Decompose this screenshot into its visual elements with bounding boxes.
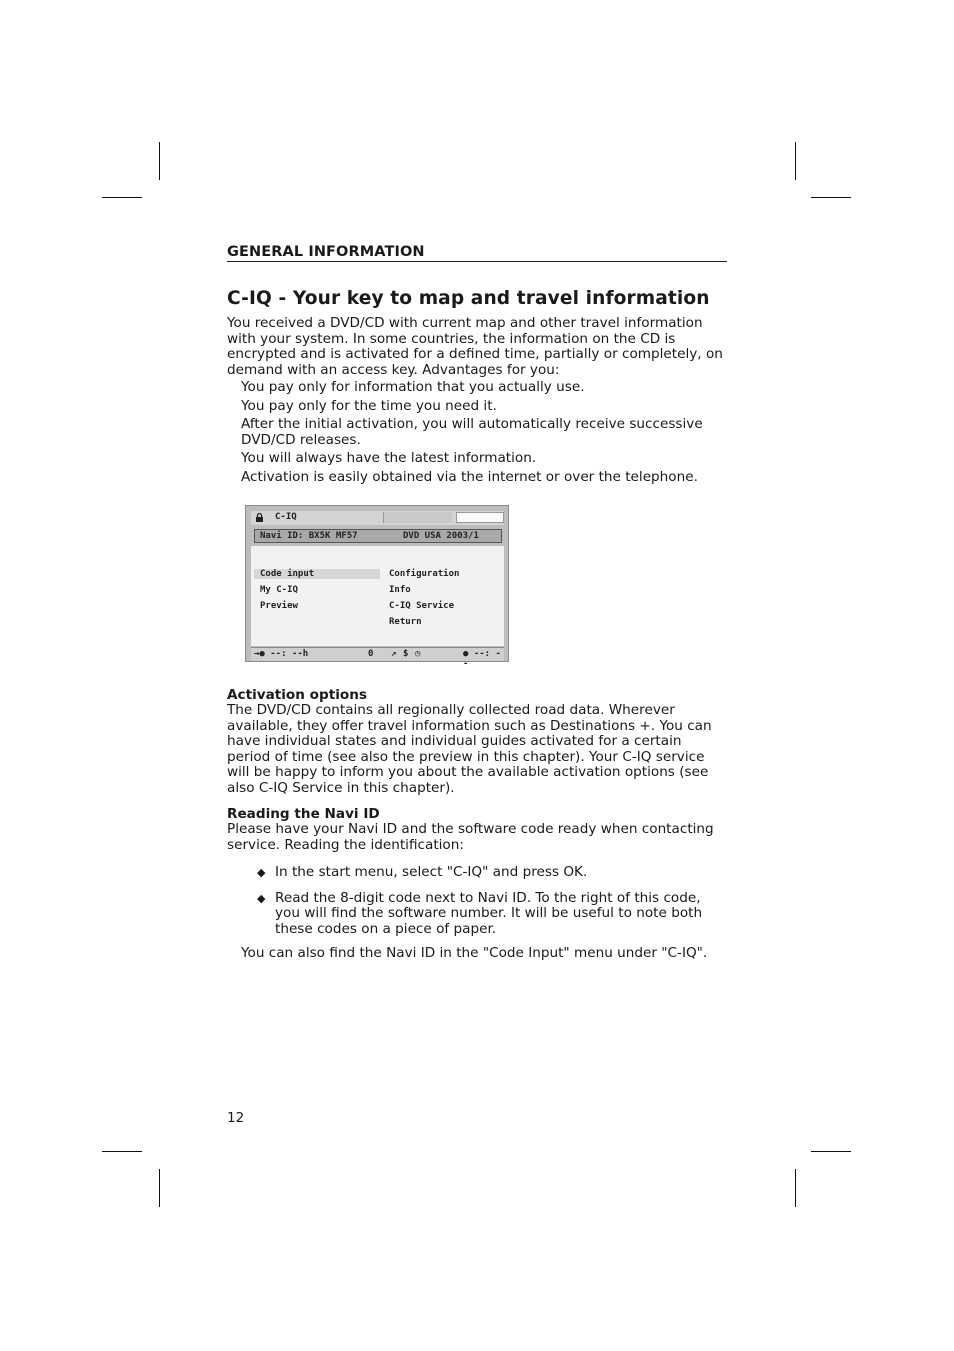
intro-paragraph: You received a DVD/CD with current map and other travel information with your system. In some countries, the information on the CD is encrypted and is activated for a defined time, partially or completely, on demand with an access key. Advantages for you: bbox=[227, 315, 723, 378]
menu-item-configuration: Configuration bbox=[389, 569, 460, 579]
cIQ-screen-image bbox=[245, 505, 509, 669]
status-remaining: ● --: -- bbox=[463, 649, 501, 669]
activation-heading: Activation options bbox=[227, 687, 368, 703]
step-text: Read the 8-digit code next to Navi ID. To the right of this code, you will find the software number. It will be useful to note both these codes on a piece of paper. bbox=[275, 889, 703, 937]
crop-mark bbox=[795, 1169, 796, 1207]
reading-text: Please have your Navi ID and the software code ready when contacting service. Reading the identification: bbox=[227, 821, 714, 853]
status-time: →● --: --h bbox=[254, 649, 309, 659]
advantage-item: You pay only for information that you actually use. bbox=[241, 379, 585, 395]
page-number: 12 bbox=[227, 1110, 245, 1126]
step-text: In the start menu, select "C-IQ" and press OK. bbox=[275, 864, 588, 880]
list-item bbox=[257, 891, 717, 938]
crop-mark bbox=[811, 1151, 851, 1152]
crop-mark bbox=[102, 1151, 142, 1152]
clock-icon: ◷ bbox=[415, 649, 421, 659]
menu-item-preview: Preview bbox=[260, 601, 298, 611]
crop-mark bbox=[811, 197, 851, 198]
page-title: C-IQ - Your key to map and travel information bbox=[227, 288, 710, 309]
main-content bbox=[227, 244, 727, 488]
menu-item-info: Info bbox=[389, 585, 411, 595]
crop-mark bbox=[159, 142, 160, 180]
disc-version-text: DVD USA 2003/1 bbox=[403, 531, 479, 541]
screen-title: C-IQ bbox=[275, 512, 297, 522]
crop-mark bbox=[795, 142, 796, 180]
note-text: You can also find the Navi ID in the "Code Input" menu under "C-IQ". bbox=[241, 945, 708, 961]
screen-title-bar bbox=[251, 511, 504, 525]
menu-item-code-input: Code input bbox=[254, 569, 380, 579]
advantages-list bbox=[241, 380, 727, 485]
section-header: GENERAL INFORMATION bbox=[227, 244, 727, 262]
title-field bbox=[456, 512, 504, 523]
diamond-bullet-icon: ◆ bbox=[257, 891, 266, 905]
title-field bbox=[383, 512, 452, 523]
crop-mark bbox=[102, 197, 142, 198]
menu-item-ciq-service: C-IQ Service bbox=[389, 601, 455, 611]
lock-icon bbox=[255, 513, 264, 522]
menu-item-my-ciq: My C-IQ bbox=[260, 585, 298, 595]
advantage-item: Activation is easily obtained via the internet or over the telephone. bbox=[241, 468, 698, 485]
status-count: 0 bbox=[368, 649, 374, 659]
note-section bbox=[241, 946, 731, 962]
activation-section bbox=[227, 687, 727, 796]
navi-id-text: Navi ID: BX5K MF57 bbox=[260, 531, 358, 541]
menu-item-return: Return bbox=[389, 617, 422, 627]
advantage-item: After the initial activation, you will automatically receive successive DVD/CD releases. bbox=[241, 416, 703, 448]
reading-section bbox=[227, 806, 727, 853]
steps-list bbox=[257, 865, 717, 947]
diamond-bullet-icon: ◆ bbox=[257, 866, 266, 879]
screen-menu bbox=[251, 546, 504, 646]
dollar-icon: $ bbox=[403, 649, 409, 659]
satellite-icon: ↗ bbox=[391, 649, 397, 659]
list-item bbox=[257, 865, 717, 881]
activation-text: The DVD/CD contains all regionally collected road data. Wherever available, they offer travel information such as Destinations +. You can have individual states and individual guides activated for a certain period of time (see also the preview in this chapter). Your C-IQ service will be happy to inform you about the available activation options (see also C-IQ Service in this chapter). bbox=[227, 702, 712, 796]
reading-heading: Reading the Navi ID bbox=[227, 806, 380, 822]
navi-id-bar bbox=[254, 529, 502, 543]
crop-mark bbox=[159, 1169, 160, 1207]
advantage-item: You pay only for the time you need it. bbox=[241, 397, 497, 414]
screen-status-bar bbox=[251, 647, 504, 669]
advantage-item: You will always have the latest information. bbox=[241, 450, 537, 466]
